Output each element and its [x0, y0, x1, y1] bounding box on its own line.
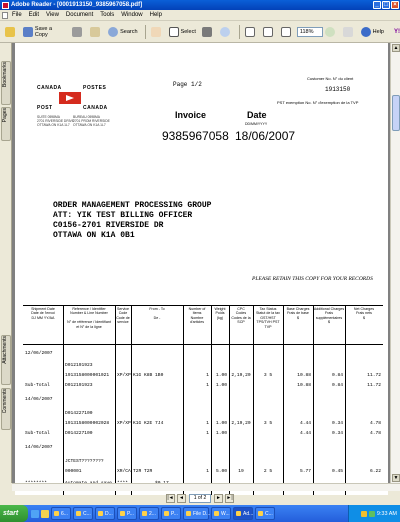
- table-cell: 2,19,20: [231, 421, 251, 426]
- table-cell: D012191923: [65, 363, 93, 368]
- address-line: 2701 PROM RIVERSIDE: [73, 119, 110, 124]
- table-cell: 5.77: [299, 469, 311, 474]
- table-cell: XP/XP: [117, 421, 131, 426]
- taskbar-task-button[interactable]: [211, 507, 231, 520]
- document-viewport[interactable]: [12, 43, 390, 483]
- taskbar-task-button[interactable]: [51, 507, 71, 520]
- table-column-divider: [183, 305, 184, 495]
- table-cell: D014227100: [65, 411, 93, 416]
- date-format-label: DD/MM/YYYY: [245, 122, 268, 126]
- yahoo-toolbar-logo[interactable]: Y!: [393, 28, 400, 35]
- sender-address-en: [37, 115, 74, 128]
- mailing-address-line: OTTAWA ON K1A 0B1: [53, 231, 135, 240]
- table-header-cell: CPC Codes Codes de la SCP: [231, 307, 251, 325]
- navigation-pane: [0, 43, 12, 483]
- menu-document[interactable]: Document: [65, 12, 94, 18]
- menu-bar: [0, 10, 400, 21]
- table-cell: 2 5: [263, 469, 273, 474]
- actual-size-icon: [245, 27, 255, 37]
- table-cell: 1: [206, 421, 209, 426]
- tab-pages-label: Pages: [2, 108, 8, 123]
- table-cell: 0.84: [331, 373, 343, 378]
- clock: 9:33 AM: [376, 510, 397, 517]
- rotate-icon: [343, 27, 353, 37]
- page-number-field[interactable]: 1 of 2: [189, 494, 211, 503]
- table-cell: T2R T2R: [133, 469, 153, 474]
- table-cell: 5.00: [215, 469, 227, 474]
- taskbar-task-button[interactable]: [95, 507, 115, 520]
- customer-number: 1913150: [325, 86, 351, 93]
- print-icon: [72, 27, 82, 37]
- table-cell: 10.88: [297, 373, 311, 378]
- table-cell: 14/06/2007: [25, 397, 53, 402]
- table-column-divider: [63, 305, 64, 495]
- snapshot-button[interactable]: [200, 24, 216, 40]
- table-cell: 1.00: [215, 431, 227, 436]
- table-column-divider: [131, 305, 132, 495]
- table-column-divider: [313, 305, 314, 495]
- table-cell: 19: [238, 469, 244, 474]
- table-cell: 6.22: [369, 469, 381, 474]
- next-page-button[interactable]: ►: [214, 494, 223, 503]
- task-app-icon: [236, 511, 241, 516]
- fit-page-button[interactable]: [261, 24, 277, 40]
- table-cell: JCTEST????????: [65, 459, 104, 464]
- folder-icon: [5, 27, 15, 37]
- page-navigation-bar: [0, 492, 400, 505]
- table-cell: 1: [206, 373, 209, 378]
- hand-icon: [151, 27, 161, 37]
- mailing-address-line: ATT: YIK TEST BILLING OFFICER: [53, 211, 193, 220]
- address-line: OTTAWA ON K1A 1L7: [73, 123, 106, 128]
- task-label: 2...: [149, 510, 156, 517]
- table-cell: K1G K2E 7J4: [133, 421, 164, 426]
- table-cell: 1: [206, 469, 209, 474]
- task-label: C...: [265, 510, 273, 517]
- task-label: D...: [105, 510, 113, 517]
- start-button[interactable]: start: [0, 505, 28, 522]
- table-cell: 11.72: [367, 373, 381, 378]
- taskbar-task-button[interactable]: [139, 507, 159, 520]
- table-cell: 3 5: [263, 421, 273, 426]
- logo-canada-fr: CANADA: [83, 105, 108, 111]
- logo-postes: POSTES: [83, 85, 107, 91]
- table-column-divider: [345, 305, 346, 495]
- pdf-page: [15, 43, 388, 495]
- table-cell: 14/06/2007: [25, 445, 53, 450]
- menu-file[interactable]: File: [12, 12, 22, 18]
- window-title: Adobe Reader - [0001913150_9385967058.pdf]: [11, 2, 143, 8]
- previous-page-button[interactable]: ◄: [177, 494, 186, 503]
- mailing-address: [53, 201, 211, 241]
- mailing-address-line: ORDER MANAGEMENT PROCESSING GROUP: [53, 201, 212, 210]
- help-label: Help: [372, 28, 384, 35]
- table-cell: XR/CA: [117, 469, 131, 474]
- task-label: File D...: [193, 510, 211, 517]
- table-header-cell: Tax Status Statut de la tax GST/HST TPS/TVH PST TVP: [256, 307, 280, 329]
- address-line: 2701 RIVERSIDE DRIVE: [37, 119, 75, 124]
- table-cell: 1.00: [215, 383, 227, 388]
- tab-pages[interactable]: [1, 107, 11, 141]
- customer-number-label: Customer No. N° du client: [307, 76, 354, 81]
- last-page-button[interactable]: ►|: [226, 495, 233, 501]
- taskbar-task-button[interactable]: [73, 507, 93, 520]
- save-copy-button[interactable]: [21, 24, 68, 40]
- table-header-cell: Additional Charges Frais supplémentaires $: [313, 307, 345, 325]
- task-label: 6...: [61, 510, 68, 517]
- task-app-icon: [76, 511, 81, 516]
- fit-width-icon: [281, 27, 291, 37]
- table-cell: 12/06/2007: [25, 351, 53, 356]
- address-line: SUITE 0598MA: [37, 115, 60, 119]
- adobe-reader-icon: [2, 2, 9, 9]
- table-column-divider: [229, 305, 230, 495]
- table-column-divider: [115, 305, 116, 495]
- search-icon: [108, 27, 118, 37]
- logo-post: POST: [37, 105, 53, 111]
- save-icon: [23, 27, 33, 37]
- table-cell: 3 5: [263, 373, 273, 378]
- fit-page-icon: [263, 27, 273, 37]
- canada-post-emblem: [59, 92, 81, 104]
- table-cell: 000001: [65, 469, 82, 474]
- search-label: Search: [120, 28, 138, 35]
- table-cell: 11.72: [367, 383, 381, 388]
- task-app-icon: [142, 511, 147, 516]
- minimize-button[interactable]: _: [373, 1, 381, 9]
- maximize-button[interactable]: □: [382, 1, 390, 9]
- table-cell: 1.00: [215, 421, 227, 426]
- vertical-scrollbar[interactable]: [390, 43, 400, 483]
- table-cell: 0.45: [331, 469, 343, 474]
- table-header-cell: Weight Poids (kg): [214, 307, 226, 320]
- table-cell: Sub-Total: [25, 431, 50, 436]
- table-cell: 1: [206, 383, 209, 388]
- scroll-up-arrow[interactable]: ▲: [393, 45, 399, 51]
- table-cell: 2,19,20: [231, 373, 251, 378]
- table-cell: 4.44: [299, 421, 311, 426]
- title-bar: [0, 0, 400, 10]
- outlook-icon[interactable]: [41, 510, 49, 518]
- date-label: Date: [247, 110, 267, 120]
- ie-icon[interactable]: [31, 510, 39, 518]
- retain-copy-notice: PLEASE RETAIN THIS COPY FOR YOUR RECORDS: [252, 276, 373, 282]
- task-app-icon: [98, 511, 103, 516]
- table-cell: 10.88: [297, 383, 311, 388]
- page-number-label: Page 1/2: [173, 81, 202, 88]
- toolbar-separator: [239, 25, 240, 39]
- tab-comments-label: Comments: [2, 389, 8, 414]
- tray-icon[interactable]: [361, 511, 367, 517]
- invoice-number: 9385967058: [162, 129, 229, 143]
- invoice-label: Invoice: [175, 110, 207, 120]
- table-cell: D014227100: [65, 431, 93, 436]
- mailing-address-line: C0156-2701 RIVERSIDE DR: [53, 221, 164, 230]
- camera-icon: [202, 27, 212, 37]
- tab-bookmarks[interactable]: [1, 61, 11, 105]
- tab-attachments[interactable]: [1, 335, 11, 385]
- task-label: C...: [83, 510, 91, 517]
- scroll-down-arrow[interactable]: ▼: [393, 475, 399, 481]
- task-app-icon: [258, 511, 263, 516]
- save-copy-label: Save a Copy: [34, 25, 53, 38]
- table-cell: 0.84: [331, 383, 343, 388]
- address-line: OTTAWA ON K1A 1L7: [37, 123, 70, 128]
- table-header-cell: From - To De -: [149, 307, 165, 320]
- task-app-icon: [120, 511, 125, 516]
- pst-exemption-label: PST exemption No. N° d'exemption de la TVP: [277, 100, 359, 105]
- table-cell: Sub-Total: [25, 383, 50, 388]
- toolbar: [0, 21, 400, 43]
- table-header-cell: Service Code Code de service: [116, 307, 130, 325]
- first-page-button[interactable]: |◄: [167, 495, 174, 501]
- document-icon[interactable]: [2, 12, 8, 19]
- hand-tool-button[interactable]: [149, 24, 165, 40]
- task-app-icon: [164, 511, 169, 516]
- tab-comments[interactable]: [1, 388, 11, 430]
- print-button[interactable]: [70, 24, 86, 40]
- taskbar-task-button[interactable]: [117, 507, 137, 520]
- scrollbar-thumb[interactable]: [392, 95, 400, 131]
- table-header-cell: Base Charges Frais de base $: [286, 307, 310, 320]
- zoom-tool-button[interactable]: [218, 24, 234, 40]
- tab-attachments-label: Attachments: [2, 336, 8, 364]
- text-select-icon: [169, 27, 179, 37]
- table-cell: 0.34: [331, 421, 343, 426]
- taskbar: [0, 505, 400, 522]
- table-header-cell: Shipment Date Date de l'envoi DJ MM YY/AA: [31, 307, 55, 320]
- quick-launch: [31, 510, 51, 518]
- table-header-cell: Net Charges Frais nets $: [353, 307, 375, 320]
- toolbar-separator: [145, 25, 146, 39]
- rotate-button[interactable]: [341, 24, 357, 40]
- table-header-cell: Number of Items Nombre d'articles: [188, 307, 206, 325]
- task-label: P...: [171, 510, 178, 517]
- task-label: Ad...: [243, 510, 254, 517]
- canada-post-logo: [37, 83, 113, 111]
- taskbar-task-button[interactable]: [255, 507, 275, 520]
- fit-width-button[interactable]: [279, 24, 295, 40]
- table-column-divider: [253, 305, 254, 495]
- close-button[interactable]: ×: [391, 1, 399, 9]
- task-label: W...: [221, 510, 230, 517]
- task-label: P...: [127, 510, 134, 517]
- sender-address-fr: [73, 115, 110, 128]
- tray-icon[interactable]: [369, 511, 375, 517]
- table-cell: 0.34: [331, 431, 343, 436]
- system-tray: [348, 505, 400, 522]
- taskbar-task-button[interactable]: [233, 507, 253, 520]
- zoom-level-field[interactable]: 118%: [297, 27, 323, 37]
- menu-view[interactable]: View: [46, 12, 59, 18]
- table-cell: D012191923: [65, 383, 93, 388]
- menu-help[interactable]: Help: [149, 12, 162, 18]
- table-cell: 1: [206, 431, 209, 436]
- actual-size-button[interactable]: [243, 24, 259, 40]
- tab-bookmarks-label: Bookmarks: [2, 62, 8, 88]
- plus-icon: [325, 27, 335, 37]
- task-app-icon: [54, 511, 59, 516]
- table-cell: 4.78: [369, 431, 381, 436]
- taskbar-task-button[interactable]: [183, 507, 209, 520]
- select-label: Select: [180, 28, 196, 35]
- table-cell: 1913158000001021: [65, 373, 110, 378]
- table-header-cell: Reference / Identifier Number & Line Number N° de référence / Identifiant et N° de la ligne: [67, 307, 111, 329]
- horizontal-scrollbar[interactable]: [12, 483, 400, 491]
- table-cell: XP/XP: [117, 373, 131, 378]
- address-line: BUREAU 0598MA: [73, 115, 100, 119]
- table-cell: 4.44: [299, 431, 311, 436]
- help-button[interactable]: [359, 24, 386, 40]
- menu-edit[interactable]: Edit: [28, 12, 40, 18]
- zoom-icon: [220, 27, 230, 37]
- open-button[interactable]: [3, 24, 19, 40]
- table-cell: 1.00: [215, 373, 227, 378]
- zoom-in-button[interactable]: [323, 24, 339, 40]
- select-tool-button[interactable]: [167, 24, 198, 40]
- table-cell: 1913158000002028: [65, 421, 110, 426]
- task-app-icon: [214, 511, 219, 516]
- menu-tools[interactable]: Tools: [100, 12, 115, 18]
- logo-canada: CANADA: [37, 85, 62, 91]
- table-column-divider: [283, 305, 284, 495]
- table-cell: K1G K8B 1B0: [133, 373, 164, 378]
- email-icon: [90, 27, 100, 37]
- task-app-icon: [186, 511, 191, 516]
- email-button[interactable]: [88, 24, 104, 40]
- table-column-divider: [211, 305, 212, 495]
- taskbar-task-button[interactable]: [161, 507, 181, 520]
- menu-window[interactable]: Window: [121, 12, 143, 18]
- invoice-date: 18/06/2007: [235, 129, 296, 143]
- help-icon: [361, 27, 371, 37]
- table-cell: 4.78: [369, 421, 381, 426]
- search-button[interactable]: [106, 24, 139, 40]
